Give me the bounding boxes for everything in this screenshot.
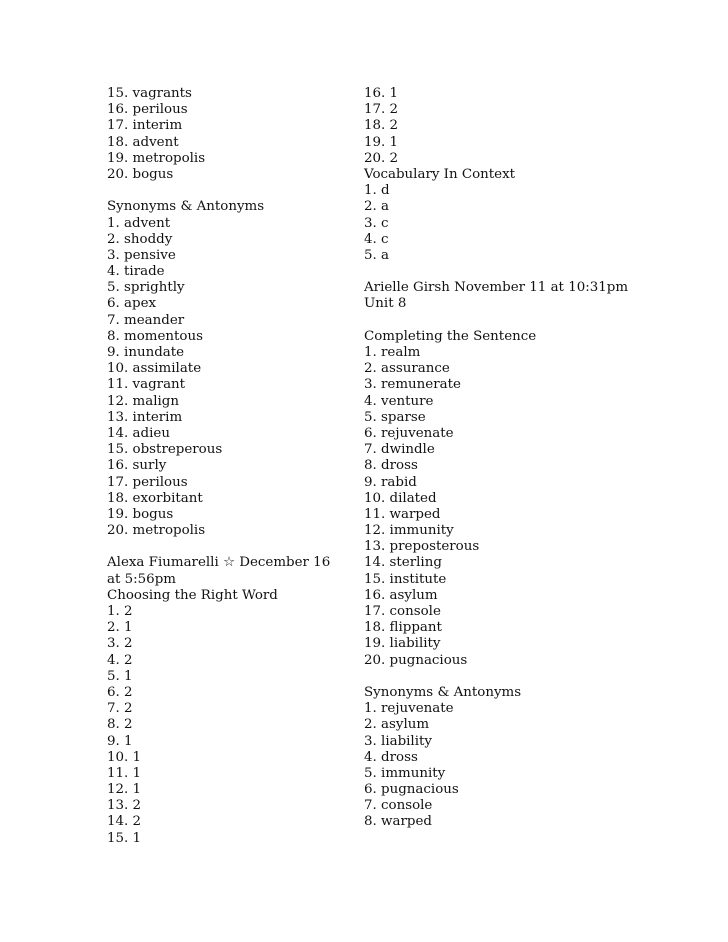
answer-list bbox=[364, 701, 664, 831]
list-item: 15. vagrants bbox=[107, 86, 192, 101]
list-item: 8. dross bbox=[364, 458, 418, 474]
left-column bbox=[107, 86, 347, 847]
list-item: 12. 1 bbox=[107, 782, 142, 798]
list-item: 20. 2 bbox=[364, 150, 399, 166]
list-item: 2. 1 bbox=[107, 620, 133, 636]
list-item: 12. malign bbox=[107, 393, 179, 409]
list-item: 11. warped bbox=[364, 506, 441, 522]
list-item: 6. pugnacious bbox=[364, 782, 459, 798]
list-item: 10. assimilate bbox=[107, 361, 202, 377]
list-item: 4. 2 bbox=[107, 652, 133, 668]
list-item: 16. surly bbox=[107, 458, 167, 474]
spacer bbox=[107, 183, 347, 199]
list-item: 9. inundate bbox=[107, 345, 185, 360]
list-item: 6. apex bbox=[107, 296, 157, 312]
spacer bbox=[364, 264, 664, 280]
list-item: 8. warped bbox=[364, 814, 432, 830]
list-item: 3. pensive bbox=[107, 247, 176, 263]
list-item: 10. 1 bbox=[107, 749, 142, 765]
list-item: 4. dross bbox=[364, 749, 418, 765]
answer-list bbox=[364, 183, 664, 264]
list-item: 19. liability bbox=[364, 636, 441, 652]
section-heading: Vocabulary In Context bbox=[364, 166, 516, 182]
list-item: 1. realm bbox=[364, 345, 421, 360]
list-item: 18. 2 bbox=[364, 118, 399, 134]
spacer bbox=[364, 669, 664, 685]
list-item: 14. 2 bbox=[107, 814, 142, 830]
list-item: 14. adieu bbox=[107, 425, 170, 441]
answer-list bbox=[107, 86, 347, 183]
list-item: 18. advent bbox=[107, 134, 179, 150]
list-item: 9. 1 bbox=[107, 733, 133, 749]
list-item: 5. immunity bbox=[364, 765, 446, 781]
list-item: 10. dilated bbox=[364, 490, 437, 506]
spacer bbox=[107, 539, 347, 555]
section-heading: Choosing the Right Word bbox=[107, 587, 278, 603]
list-item: 4. venture bbox=[364, 393, 434, 409]
list-item: 7. meander bbox=[107, 312, 185, 328]
list-item: 6. 2 bbox=[107, 684, 133, 700]
list-item: 2. asylum bbox=[364, 717, 430, 733]
list-item: 15. institute bbox=[364, 571, 447, 587]
list-item: 5. sparse bbox=[364, 409, 426, 425]
list-item: 4. c bbox=[364, 231, 389, 247]
list-item: 20. metropolis bbox=[107, 523, 206, 539]
list-item: 2. a bbox=[364, 199, 390, 215]
list-item: 7. 2 bbox=[107, 701, 133, 717]
list-item: 15. 1 bbox=[107, 830, 142, 846]
list-item: 5. sprightly bbox=[107, 280, 185, 296]
list-item: 17. perilous bbox=[107, 474, 188, 490]
list-item: 3. 2 bbox=[107, 636, 133, 652]
list-item: 18. flippant bbox=[364, 620, 442, 636]
list-item: 3. remunerate bbox=[364, 377, 461, 393]
list-item: 19. 1 bbox=[364, 134, 399, 150]
list-item: 2. shoddy bbox=[107, 231, 173, 247]
list-item: 17. 2 bbox=[364, 102, 399, 118]
list-item: 18. exorbitant bbox=[107, 490, 203, 506]
list-item: 6. rejuvenate bbox=[364, 425, 454, 441]
list-item: 17. console bbox=[364, 604, 441, 619]
list-item: 11. vagrant bbox=[107, 377, 186, 393]
list-item: 1. 2 bbox=[107, 604, 133, 620]
answer-list bbox=[364, 345, 664, 669]
post-header: Alexa Fiumarelli ☆ December 16 at 5:56pm bbox=[107, 555, 331, 587]
list-item: 16. asylum bbox=[364, 587, 438, 603]
list-item: 8. momentous bbox=[107, 328, 203, 344]
answer-list bbox=[107, 216, 347, 540]
right-column bbox=[364, 86, 664, 831]
answer-list bbox=[364, 86, 664, 167]
list-item: 14. sterling bbox=[364, 555, 442, 571]
list-item: 7. console bbox=[364, 798, 433, 814]
list-item: 7. dwindle bbox=[364, 442, 435, 458]
list-item: 20. bogus bbox=[107, 166, 174, 182]
list-item: 3. c bbox=[364, 215, 389, 231]
list-item: 12. immunity bbox=[364, 523, 454, 539]
list-item: 11. 1 bbox=[107, 765, 142, 781]
section-heading: Completing the Sentence bbox=[364, 328, 537, 344]
list-item: 1. d bbox=[364, 183, 390, 199]
post-header: Arielle Girsh November 11 at 10:31pm bbox=[364, 280, 629, 296]
unit-label: Unit 8 bbox=[364, 296, 407, 312]
list-item: 19. bogus bbox=[107, 506, 174, 522]
list-item: 13. preposterous bbox=[364, 539, 480, 555]
list-item: 17. interim bbox=[107, 118, 183, 134]
section-heading: Synonyms & Antonyms bbox=[364, 684, 522, 700]
list-item: 13. interim bbox=[107, 409, 183, 425]
list-item: 16. 1 bbox=[364, 86, 399, 101]
list-item: 1. rejuvenate bbox=[364, 701, 454, 717]
list-item: 4. tirade bbox=[107, 264, 165, 280]
section-heading: Synonyms & Antonyms bbox=[107, 199, 265, 215]
list-item: 5. a bbox=[364, 247, 390, 263]
list-item: 19. metropolis bbox=[107, 150, 206, 166]
list-item: 13. 2 bbox=[107, 798, 142, 814]
list-item: 5. 1 bbox=[107, 668, 133, 684]
answer-list bbox=[107, 604, 347, 847]
list-item: 20. pugnacious bbox=[364, 652, 468, 668]
spacer bbox=[364, 313, 664, 329]
list-item: 15. obstreperous bbox=[107, 442, 223, 458]
list-item: 3. liability bbox=[364, 733, 432, 749]
list-item: 8. 2 bbox=[107, 717, 133, 733]
list-item: 16. perilous bbox=[107, 102, 188, 118]
list-item: 1. advent bbox=[107, 215, 171, 231]
list-item: 2. assurance bbox=[364, 361, 450, 377]
list-item: 9. rabid bbox=[364, 474, 417, 490]
